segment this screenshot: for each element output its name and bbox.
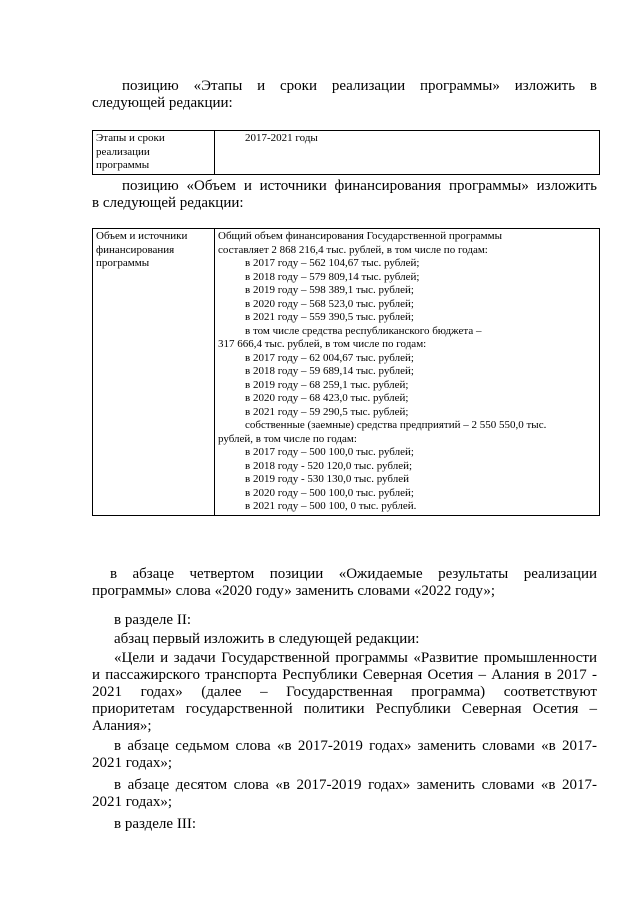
funding-line: в том числе средства республиканского бюджета – [245, 324, 482, 337]
funding-line: в 2017 году – 62 004,67 тыс. рублей; [245, 351, 414, 364]
funding-line: в 2021 году – 59 290,5 тыс. рублей; [245, 405, 409, 418]
intro-2-line-2: в следующей редакции: [92, 195, 244, 211]
table-row [93, 131, 600, 175]
funding-content-cell [215, 229, 600, 516]
funding-line: в 2020 году – 68 423,0 тыс. рублей; [245, 392, 409, 404]
funding-line: в 2019 году – 68 259,1 тыс. рублей; [245, 378, 409, 391]
stages-label-cell [93, 131, 215, 175]
body-p1-line-1: в абзаце четвертом позиции «Ожидаемые результаты реализации [110, 566, 597, 582]
funding-line: рублей, в том числе по годам: [218, 432, 357, 445]
body-paragraph-4 [92, 650, 597, 735]
funding-line: в 2021 году – 559 390,5 тыс. рублей; [245, 311, 414, 323]
funding-line: в 2020 году – 500 100,0 тыс. рублей; [245, 486, 414, 499]
body-p5-line-1: в абзаце седьмом слова «в 2017-2019 годах» заменить словами «в 2017- [114, 738, 597, 754]
funding-line: собственные (заемные) средства предприятий – 2 550 550,0 тыс. [245, 419, 547, 431]
funding-line: в 2021 году – 500 100, 0 тыс. рублей. [245, 500, 417, 512]
intro-2-line-1: позицию «Объем и источники финансирования программы» изложить [122, 178, 597, 194]
funding-line: 317 666,4 тыс. рублей, в том числе по годам: [218, 338, 427, 350]
stages-label-line-2: реализации [96, 145, 150, 158]
stages-value-cell [215, 131, 600, 175]
body-p6-line-1: в абзаце десятом слова «в 2017-2019 годах» заменить словами «в 2017- [114, 777, 597, 793]
body-p3: абзац первый изложить в следующей редакции: [114, 631, 420, 647]
funding-label-line-2: финансирования [96, 243, 175, 256]
body-paragraph-6 [92, 777, 597, 811]
funding-line: в 2017 году – 500 100,0 тыс. рублей; [245, 446, 414, 458]
funding-line: в 2018 году – 579 809,14 тыс. рублей; [245, 270, 420, 283]
body-paragraph-1 [92, 566, 597, 600]
intro-paragraph-1 [92, 78, 597, 112]
body-paragraph-7 [92, 816, 597, 833]
funding-line: Общий объем финансирования Государственной программы [218, 230, 502, 242]
table-row [93, 229, 600, 516]
funding-label-line-3: программы [96, 257, 150, 269]
intro-paragraph-2 [92, 178, 597, 212]
funding-label-line-1: Объем и источники [96, 230, 188, 242]
intro-1-line-2: следующей редакции: [92, 95, 233, 111]
body-p7: в разделе III: [114, 816, 196, 832]
body-p5-line-2: 2021 годах»; [92, 755, 173, 771]
funding-line: в 2019 году - 530 130,0 тыс. рублей [245, 473, 409, 485]
funding-line: в 2020 году – 568 523,0 тыс. рублей; [245, 297, 414, 310]
body-p4-line-5: Алания»; [92, 718, 152, 734]
stages-label-line-3: программы [96, 159, 150, 171]
body-p4-line-2: и пассажирского транспорта Республики Северная Осетия – Алания в 2017 - [92, 667, 597, 683]
funding-line: в 2019 году – 598 389,1 тыс. рублей; [245, 284, 414, 296]
body-p2: в разделе II: [114, 612, 191, 628]
body-paragraph-2 [92, 612, 597, 629]
body-p4-line-3: 2021 годах» (далее – Государственная программа) соответствуют [92, 684, 597, 700]
funding-line: в 2017 году – 562 104,67 тыс. рублей; [245, 257, 420, 269]
body-paragraph-3 [92, 631, 597, 648]
funding-label-cell [93, 229, 215, 516]
funding-line: в 2018 году - 520 120,0 тыс. рублей; [245, 459, 413, 472]
body-p6-line-2: 2021 годах»; [92, 794, 173, 810]
funding-line: в 2018 году – 59 689,14 тыс. рублей; [245, 365, 414, 377]
stages-table [92, 130, 600, 175]
body-p4-line-1: «Цели и задачи Государственной программы «Развитие промышленности [114, 650, 597, 666]
body-p1-line-2: программы» слова «2020 году» заменить словами «2022 году»; [92, 583, 496, 599]
body-p4-line-4: приоритетам государственной политики Республики Северная Осетия – [92, 701, 597, 717]
funding-line: составляет 2 868 216,4 тыс. рублей, в том числе по годам: [218, 243, 488, 256]
stages-value: 2017-2021 годы [245, 132, 318, 144]
intro-1-line-1: позицию «Этапы и сроки реализации программы» изложить в [122, 78, 597, 94]
body-paragraph-5 [92, 738, 597, 772]
stages-label-line-1: Этапы и сроки [96, 132, 165, 144]
funding-table [92, 228, 600, 516]
